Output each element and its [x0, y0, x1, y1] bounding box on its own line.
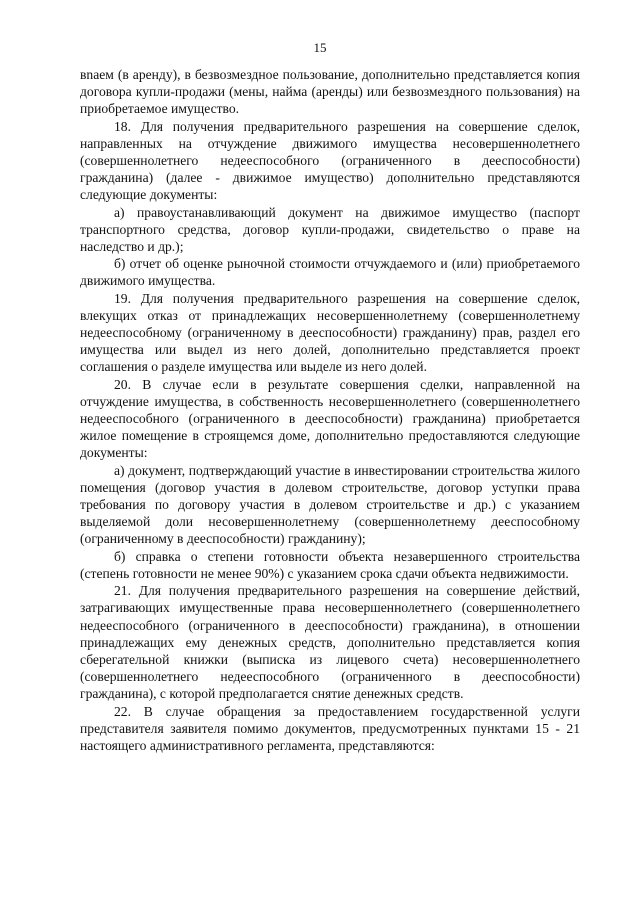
paragraph-21: 21. Для получения предварительного разрешения на совершение действий, затрагивающих имущественные права несовершеннолетнего (совершеннолетнего недееспособного (ограниченного в дееспособности) гражданина), в отношении принадлежащих ему денежных средств, дополнительно представляется копия сберегательной книжки (выписка из лицевого счета) несовершеннолетнего (совершеннолетнего недееспособного (ограниченного в дееспособности) гражданина), с которой предполагается снятие денежных средств. [80, 583, 580, 702]
paragraph-18-b: б) отчет об оценке рыночной стоимости отчуждаемого и (или) приобретаемого движимого имущества. [80, 256, 580, 289]
paragraph-20-b: б) справка о степени готовности объекта незавершенного строительства (степень готовности не менее 90%) с указанием срока сдачи объекта недвижимости. [80, 548, 580, 581]
paragraph-20: 20. В случае если в результате совершения сделки, направленной на отчуждение имущества, в собственность несовершеннолетнего (совершеннолетнего недееспособного (ограниченного в дееспособности) гражданина) приобретается жилое помещение в строящемся доме, дополнительно предоставляются следующие документы: [80, 376, 580, 461]
paragraph-18: 18. Для получения предварительного разрешения на совершение сделок, направленных на отчуждение движимого имущества несовершеннолетнего (совершеннолетнего недееспособного (ограниченного в дееспособности) гражданина) (далее - движимое имущество) дополнительно представляются следующие документы: [80, 118, 580, 203]
paragraph-continuation: вnaем (в аренду), в безвозмездное пользование, дополнительно представляется копия договора купли-продажи (мены, найма (аренды) или безвозмездного пользования) на приобретаемое имущество. [80, 67, 580, 117]
document-body [80, 66, 580, 754]
paragraph-20-a: а) документ, подтверждающий участие в инвестировании строительства жилого помещения (договор участия в долевом строительстве, договор уступки права требования по договору участия в долевом строительстве и др.) с указанием выделяемой доли несовершеннолетнему (совершеннолетнему дееспособному (ограниченному в дееспособности) гражданину); [80, 462, 580, 547]
paragraph-22: 22. В случае обращения за предоставлением государственной услуги представителя заявителя помимо документов, предусмотренных пунктами 15 - 21 настоящего административного регламента, представляются: [80, 703, 580, 753]
page-number: 15 [313, 40, 327, 55]
paragraph-19: 19. Для получения предварительного разрешения на совершение сделок, влекущих отказ от принадлежащих несовершеннолетнему (совершеннолетнему недееспособному (ограниченному в дееспособности) гражданину) прав, раздел его имущества или выдел из него долей, дополнительно представляется проект соглашения о разделе имущества или выделе из него долей. [80, 290, 580, 375]
paragraph-18-a: а) правоустанавливающий документ на движимое имущество (паспорт транспортного средства, договор купли-продажи, свидетельство о праве на наследство и др.); [80, 204, 580, 255]
